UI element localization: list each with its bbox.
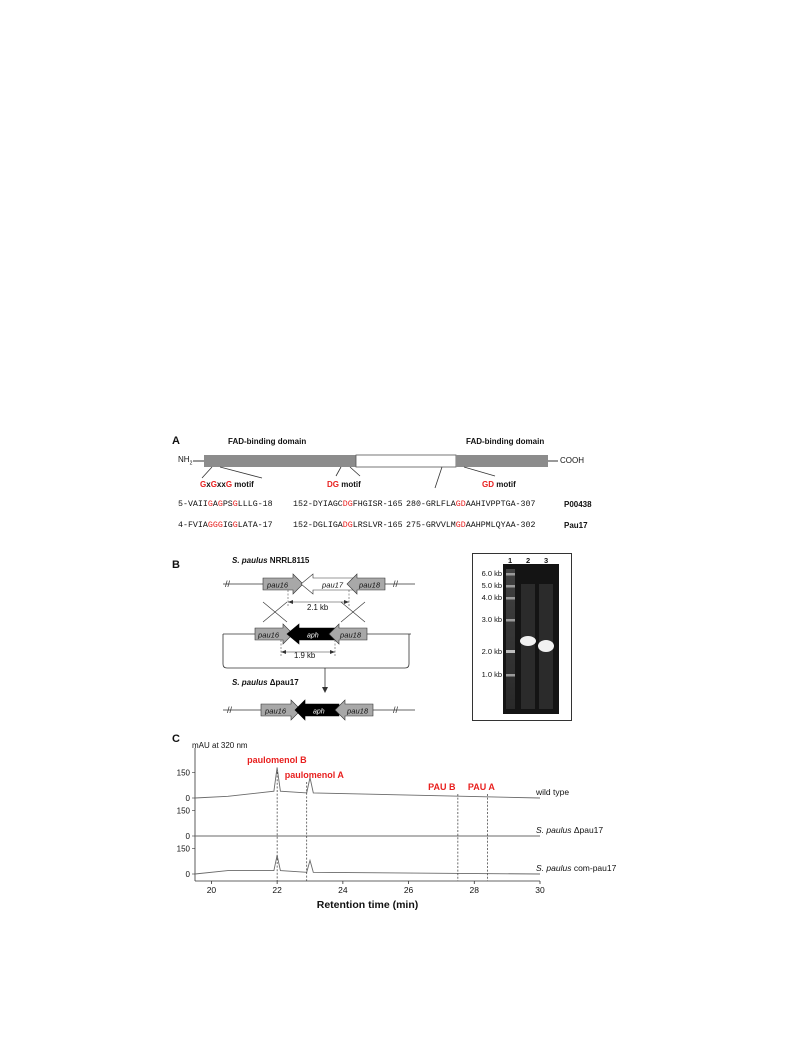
fad-domain-right xyxy=(456,455,548,467)
length-top: 2.1 kb xyxy=(307,603,329,612)
trace-label-suffix: Δpau17 xyxy=(571,825,604,835)
motif-residue: G xyxy=(207,500,213,509)
trace-label-italic: S. paulus xyxy=(536,825,572,835)
motif-residue: DG xyxy=(342,500,353,509)
motif1-x2: xx xyxy=(216,480,226,489)
strain-bottom-label xyxy=(232,678,299,687)
sequence-text: 4-FVIA xyxy=(178,521,208,530)
gene-pau16-bottom-label: pau16 xyxy=(265,706,287,716)
motif1-g1: G xyxy=(200,480,207,489)
gene-pau16-mid-label: pau16 xyxy=(258,630,280,640)
gene-pau18-mid-label: pau18 xyxy=(340,630,362,640)
gene-aph-bottom-label: aph xyxy=(313,708,325,716)
gel-marker-label: 5.0 kb xyxy=(481,581,502,590)
sequence-text: LRSLVR-165 xyxy=(352,521,403,530)
gene-pau18-bottom-label: pau18 xyxy=(347,706,369,716)
sequence-text: A xyxy=(212,500,218,509)
motif-residue: G xyxy=(217,500,223,509)
sequence-text: LATA-17 xyxy=(237,521,273,530)
gel-lane-label: 1 xyxy=(508,556,513,565)
sequence-text: IG xyxy=(222,521,233,530)
n-terminus-text: NH xyxy=(178,455,190,464)
strain-bottom-italic: S. paulus xyxy=(232,678,268,687)
sequence-segment xyxy=(178,521,273,530)
x-tick-label: 26 xyxy=(403,885,414,895)
gene-pau16-top-label: pau16 xyxy=(267,580,289,590)
n-terminus-subscript: 2 xyxy=(189,460,193,467)
sequence-text: LLLG-18 xyxy=(237,500,273,509)
y-tick-label: 0 xyxy=(185,832,190,841)
domain-left-label: FAD-binding domain xyxy=(228,437,307,446)
x-tick-label: 24 xyxy=(338,885,348,895)
y-tick-label: 0 xyxy=(185,870,190,879)
sequence-text: 152-DYIAGC xyxy=(293,500,343,509)
gel-marker-label: 6.0 kb xyxy=(481,569,502,578)
y-axis-label: mAU at 320 nm xyxy=(192,741,248,750)
gel-bands xyxy=(503,564,559,714)
x-tick-label: 22 xyxy=(272,885,282,895)
gel-lane-label: 2 xyxy=(526,556,531,565)
strain-top-italic: S. paulus xyxy=(232,556,268,565)
trace-line xyxy=(195,855,540,874)
sequence-segment xyxy=(178,500,273,509)
domain-right-label: FAD-binding domain xyxy=(466,437,545,446)
motif2-red: DG xyxy=(327,480,339,489)
sequence-text: PS xyxy=(222,500,233,509)
y-tick-label: 0 xyxy=(185,794,190,803)
sequence-text: FHGISR-165 xyxy=(352,500,403,509)
fad-domain-left xyxy=(204,455,356,467)
svg-text://: // xyxy=(227,705,233,715)
gene-pau17-top-label: pau17 xyxy=(322,580,344,590)
gene-pau18-top-label: pau18 xyxy=(359,580,381,590)
gd-motif-label xyxy=(482,480,516,489)
y-tick-label: 150 xyxy=(176,806,190,816)
gel-marker-label: 3.0 kb xyxy=(481,615,502,624)
sequence-segment xyxy=(406,500,535,509)
gel-marker-label: 1.0 kb xyxy=(481,670,502,679)
sequence-segment xyxy=(293,500,403,509)
gel-marker-label: 2.0 kb xyxy=(481,647,502,656)
trace-label-suffix: com-pau17 xyxy=(571,863,617,873)
sequence-alignment xyxy=(178,500,618,540)
peak-label: paulomenol B xyxy=(247,755,307,765)
trace-label xyxy=(536,863,617,873)
gel-lane-labels xyxy=(503,556,559,566)
strain-top-suffix: NRRL8115 xyxy=(267,556,310,565)
motif3-red: GD xyxy=(482,480,494,489)
sequence-text: AAHIVPPTGA-307 xyxy=(465,500,536,509)
strain-bottom-suffix: Δpau17 xyxy=(267,678,299,687)
sequence-text: 152-DGLIGA xyxy=(293,521,343,530)
motif-residue: GGG xyxy=(207,521,223,530)
svg-text://: // xyxy=(393,579,399,589)
dg-motif-label xyxy=(327,480,361,489)
x-tick-label: 28 xyxy=(469,885,480,895)
trace-label xyxy=(536,825,603,835)
peak-label: PAU B xyxy=(428,782,456,792)
motif-residue: GD xyxy=(455,521,466,530)
sequence-text: AAHPMLQYAA-302 xyxy=(465,521,536,530)
peak-label: paulomenol A xyxy=(284,770,344,780)
length-mid: 1.9 kb xyxy=(294,651,316,660)
gene-disruption-diagram xyxy=(215,566,435,718)
sequence-segment xyxy=(293,521,403,530)
motif1-g2: G xyxy=(210,480,217,489)
protein-name: P00438 xyxy=(564,500,592,509)
x-tick-label: 20 xyxy=(206,885,217,895)
motif1-g3: G xyxy=(225,480,233,489)
motif-residue: GD xyxy=(455,500,466,509)
motif-residue: G xyxy=(232,521,238,530)
motif-residue: G xyxy=(232,500,238,509)
y-tick-label: 150 xyxy=(176,768,190,778)
gxgxxg-motif-label xyxy=(200,480,254,489)
trace-label: wild type xyxy=(536,787,570,797)
panel-a-label: A xyxy=(172,435,180,447)
sequence-text: 275-GRVVLM xyxy=(406,521,456,530)
panel-c-label: C xyxy=(172,733,180,745)
gel-marker-label: 4.0 kb xyxy=(481,593,502,602)
y-tick-label: 150 xyxy=(176,844,190,854)
x-axis-label: Retention time (min) xyxy=(316,899,419,911)
motif1-suffix: motif xyxy=(232,480,254,489)
motif3-suffix: motif xyxy=(494,480,516,489)
panel-b-label: B xyxy=(172,559,180,571)
gel-lane-label: 3 xyxy=(544,556,549,565)
linker-region xyxy=(356,455,456,467)
protein-name: Pau17 xyxy=(564,521,588,530)
trace-label-italic: S. paulus xyxy=(536,863,572,873)
sequence-text: 280-GRLFLA xyxy=(406,500,456,509)
motif2-suffix: motif xyxy=(339,480,361,489)
motif1-x1: x xyxy=(206,480,211,489)
chromatogram xyxy=(176,746,620,914)
sequence-text: 5-VAII xyxy=(178,500,208,509)
x-tick-label: 30 xyxy=(535,885,545,895)
motif-residue: DG xyxy=(342,521,353,530)
svg-text://: // xyxy=(393,705,399,715)
gel-marker-labels xyxy=(470,564,502,714)
gene-aph-mid-label: aph xyxy=(307,632,319,640)
sequence-segment xyxy=(406,521,535,530)
strain-top-label xyxy=(232,556,309,565)
peak-label: PAU A xyxy=(467,782,495,792)
svg-text://: // xyxy=(225,579,231,589)
c-terminus-label: COOH xyxy=(560,456,584,465)
